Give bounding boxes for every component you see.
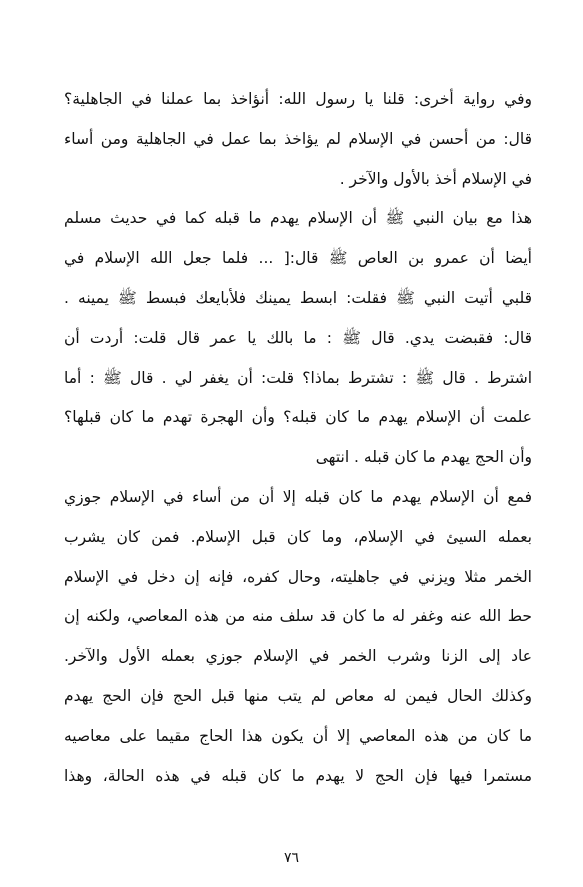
text-line: ما كان من هذه المعاصي إلا أن يكون هذا الحاج مقيما على معاصيه bbox=[64, 726, 532, 745]
text-line: أيضا أن عمرو بن العاص ﷺ قال:[ ... فلما جعل الله الإسلام في bbox=[64, 249, 532, 268]
page-number: ٧٦ bbox=[283, 850, 300, 866]
text-line: قال: من أحسن في الإسلام لم يؤاخذ بما عمل في الجاهلية ومن أساء bbox=[64, 129, 532, 148]
body-text bbox=[64, 80, 532, 796]
text-line: عاد إلى الزنا وشرب الخمر في الإسلام جوزي بعمله الأول والآخر. bbox=[64, 647, 532, 666]
text-line: قلبي أتيت النبي ﷺ فقلت: ابسط يمينك فلأبايعك فبسط ﷺ يمينه . bbox=[64, 288, 532, 307]
text-line: اشترط . قال ﷺ : تشترط بماذا؟ قلت: أن يغفر لي . قال ﷺ : أما bbox=[64, 368, 532, 387]
text-line: مستمرا فيها فإن الحج لا يهدم ما كان قبله في هذه الحالة، وهذا bbox=[64, 766, 532, 785]
text-line: وكذلك الحال فيمن له معاص لم يتب منها قبل الحج فإن الحج يهدم bbox=[64, 686, 532, 705]
text-line: وأن الحج يهدم ما كان قبله . انتهى bbox=[315, 448, 532, 467]
text-line: علمت أن الإسلام يهدم ما كان قبله؟ وأن الهجرة تهدم ما كان قبلها؟ bbox=[64, 408, 532, 427]
text-line: قال: فقبضت يدي. قال ﷺ : ما بالك يا عمر قال قلت: أردت أن bbox=[64, 328, 532, 347]
text-line: وفي رواية أخرى: قلنا يا رسول الله: أنؤاخذ بما عملنا في الجاهلية؟ bbox=[64, 90, 532, 108]
text-line: بعمله السيئ في الإسلام، وما كان قبل الإسلام. فمن كان يشرب bbox=[64, 527, 532, 546]
text-line: هذا مع بيان النبي ﷺ أن الإسلام يهدم ما قبله كما في حديث مسلم bbox=[64, 209, 532, 228]
text-line: حط الله عنه وغفر له ما كان قد سلف منه من هذه المعاصي، ولكنه إن bbox=[64, 607, 532, 626]
text-line: في الإسلام أخذ بالأول والآخر . bbox=[339, 169, 532, 188]
text-line: فمع أن الإسلام يهدم ما كان قبله إلا أن من أساء في الإسلام جوزي bbox=[64, 487, 532, 506]
text-line: الخمر مثلا ويزني في جاهليته، وحال كفره، فإنه إن دخل في الإسلام bbox=[64, 567, 532, 586]
